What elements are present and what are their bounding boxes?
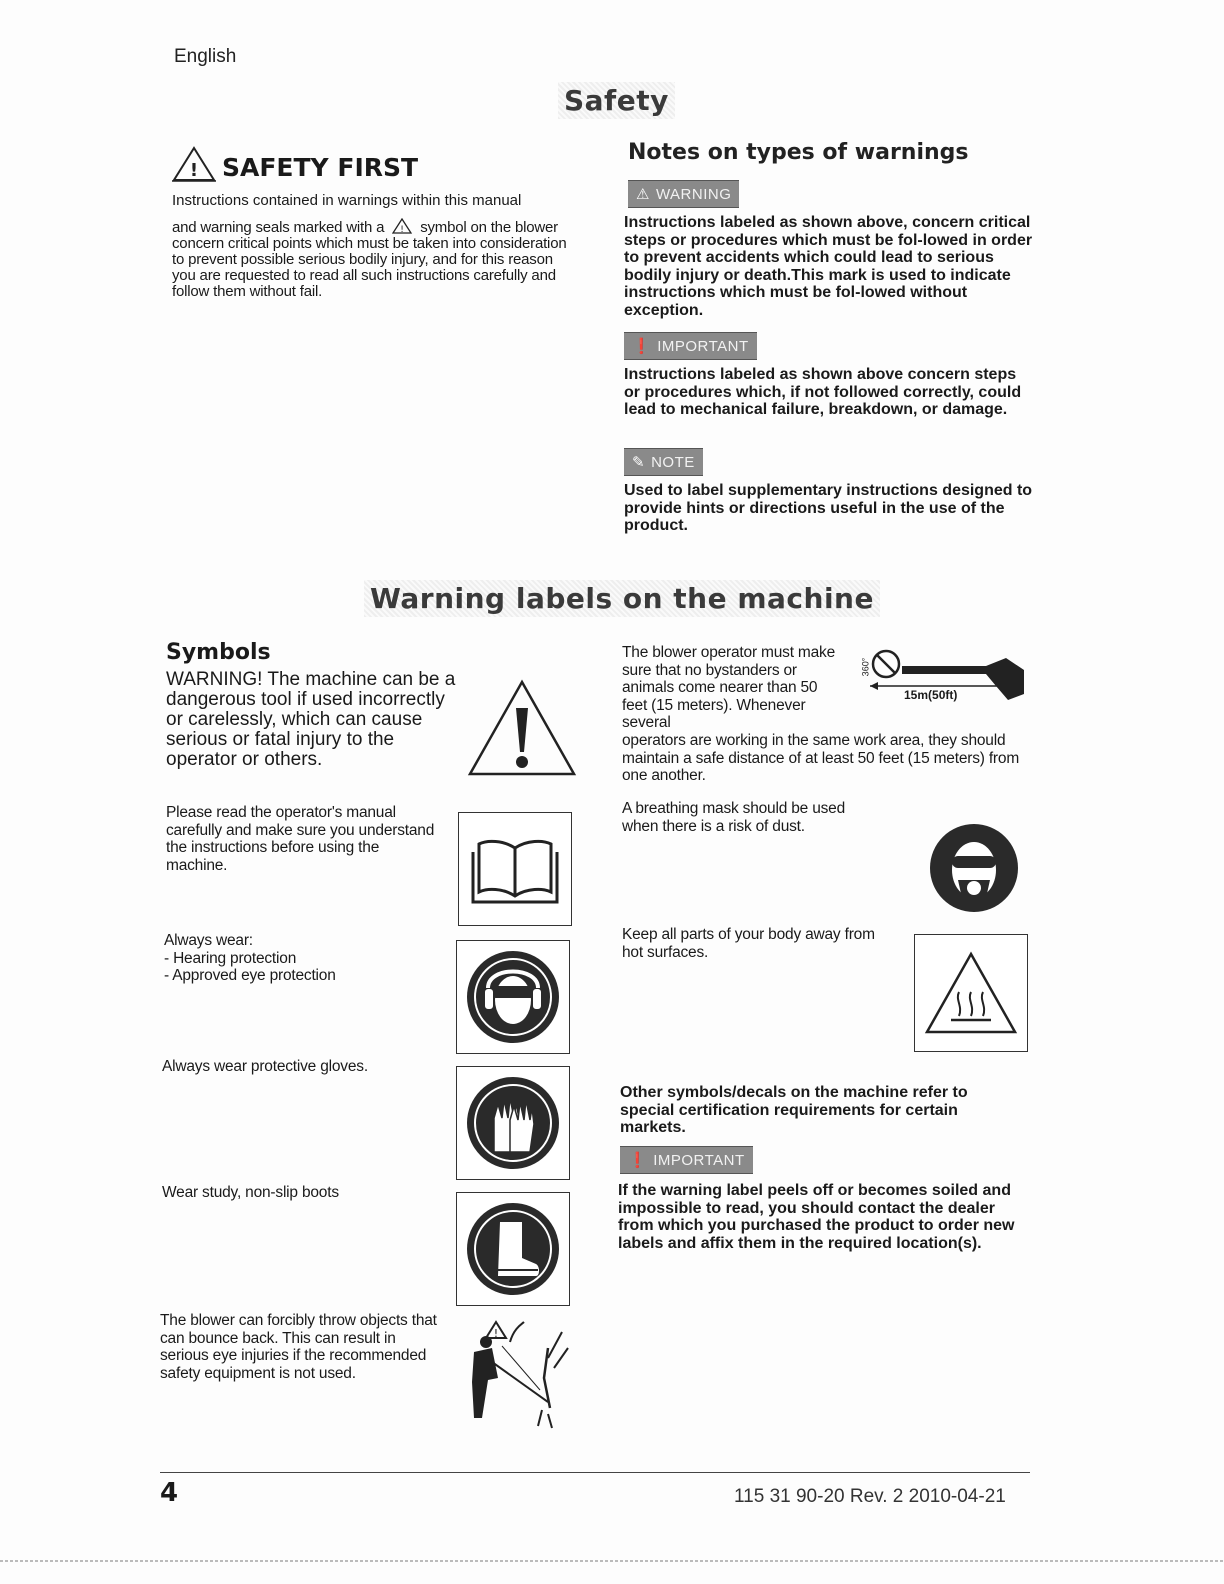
scan-edge xyxy=(0,1560,1224,1562)
bystander-distance-text-a: The blower operator must make sure that no bystanders or animals come nearer than 50 feet (15 meters). Whenever several xyxy=(622,644,836,731)
open-book-icon xyxy=(471,832,559,906)
footer-divider xyxy=(160,1472,1030,1473)
breathing-mask-text: A breathing mask should be used when there is a risk of dust. xyxy=(622,800,846,835)
manual-instruction-text: Please read the operator's manual carefully and make sure you understand the instructions before using the machine. xyxy=(166,804,435,874)
hot-surface-box xyxy=(914,934,1028,1052)
safety-first-line2b: symbol on the xyxy=(420,219,511,236)
boots-text: Wear study, non-slip boots xyxy=(162,1184,339,1201)
hot-surfaces-text: Keep all parts of your body away from hot surfaces. xyxy=(622,926,875,961)
distance-label: 15m(50ft) xyxy=(904,688,958,702)
page-number: 4 xyxy=(160,1478,179,1508)
note-description: Used to label supplementary instructions designed to provide hints or directions useful in the use of the product. xyxy=(624,482,1033,534)
thrown-objects-icon xyxy=(452,1318,582,1430)
bystander-distance-text-b: operators are working in the same work area, they should maintain a safe distance of at least 50 feet (15 meters) from one another. xyxy=(622,732,1020,784)
manual-symbol-box xyxy=(458,812,572,926)
thrown-objects-text: The blower can forcibly throw objects that can bounce back. This can result in serious eye injuries if the recommended safety equipment is not used. xyxy=(160,1312,437,1382)
protective-gloves-icon xyxy=(464,1074,562,1172)
safety-first-line1: Instructions contained in warnings within this manual xyxy=(172,192,522,209)
safety-first-heading xyxy=(172,146,418,182)
notes-heading: Notes on types of warnings xyxy=(628,140,969,165)
language-label: English xyxy=(174,46,237,67)
always-wear-label: Always wear: xyxy=(164,932,253,949)
svg-text:!: ! xyxy=(493,1327,499,1340)
warning-badge-label: WARNING xyxy=(655,185,732,203)
note-badge-label: NOTE xyxy=(651,453,695,471)
no-bystanders-icon xyxy=(856,644,1036,714)
other-symbols-text: Other symbols/decals on the machine refer to special certification requirements for certain markets. xyxy=(620,1084,968,1136)
important-badge-label-2: IMPORTANT xyxy=(653,1151,745,1169)
important-badge-2 xyxy=(620,1146,753,1174)
symbols-warning-text: WARNING! The machine can be a dangerous tool if used incorrectly or carelessly, which can cause serious or fatal injury to the operator or others. xyxy=(166,669,456,770)
warning-description: Instructions labeled as shown above, concern critical steps or procedures which must be fol-lowed in order to prevent accidents which could lead to serious bodily injury or death.This mark is used to indicate instructions which must be fol-lowed without exception. xyxy=(624,214,1033,319)
warning-exclamation-icon xyxy=(466,678,578,778)
warning-symbol-icon xyxy=(392,218,412,234)
safety-first-line2a: and warning seals marked with a xyxy=(172,219,385,236)
note-badge xyxy=(624,448,703,476)
important-badge-label: IMPORTANT xyxy=(657,337,749,355)
warning-labels-title: Warning labels on the machine xyxy=(364,580,880,617)
svg-text:!: ! xyxy=(189,160,199,181)
ear-eye-protection-box xyxy=(456,940,570,1054)
eye-protection-label: - Approved eye protection xyxy=(164,967,336,984)
keep-distance-symbol xyxy=(856,644,1036,714)
svg-text:!: ! xyxy=(400,225,404,234)
angle-label: 360° xyxy=(860,657,871,677)
safety-first-body xyxy=(172,218,572,300)
symbols-heading: Symbols xyxy=(166,640,271,665)
document-id: 115 31 90-20 Rev. 2 2010-04-21 xyxy=(734,1486,1006,1507)
safety-first-title: SAFETY FIRST xyxy=(222,153,419,182)
warning-badge xyxy=(628,180,739,208)
ear-eye-protection-icon xyxy=(464,948,562,1046)
label-peel-text: If the warning label peels off or becomes soiled and impossible to read, you should contact the dealer from which you purchased the product to order new labels and affix them in the required location(s). xyxy=(618,1182,1015,1252)
hearing-protection-label: - Hearing protection xyxy=(164,949,297,967)
gloves-box xyxy=(456,1066,570,1180)
important-description: Instructions labeled as shown above concern steps or procedures which, if not followed correctly, could lead to mechanical failure, breakdown, or damage. xyxy=(624,366,1022,418)
safety-boot-icon xyxy=(464,1200,562,1298)
gloves-text: Always wear protective gloves. xyxy=(162,1058,368,1075)
exclamation-circle-icon: ❗ xyxy=(628,1152,648,1169)
important-badge xyxy=(624,332,757,360)
boots-box xyxy=(456,1192,570,1306)
page-title: Safety xyxy=(558,82,675,119)
warning-triangle-icon xyxy=(172,146,216,182)
breathing-mask-icon xyxy=(928,822,1020,914)
hot-surface-icon xyxy=(923,948,1019,1038)
always-wear-text xyxy=(164,932,336,985)
exclamation-circle-icon: ❗ xyxy=(632,338,652,355)
warning-triangle-icon: ⚠ xyxy=(636,186,650,203)
safety-first-rest: blower concern critical points which must be taken into consideration to prevent possible serious bodily injury, and for this reason you are requested to read all such instructions carefully and follow them without fail. xyxy=(172,219,567,300)
notebook-icon: ✎ xyxy=(632,454,646,471)
